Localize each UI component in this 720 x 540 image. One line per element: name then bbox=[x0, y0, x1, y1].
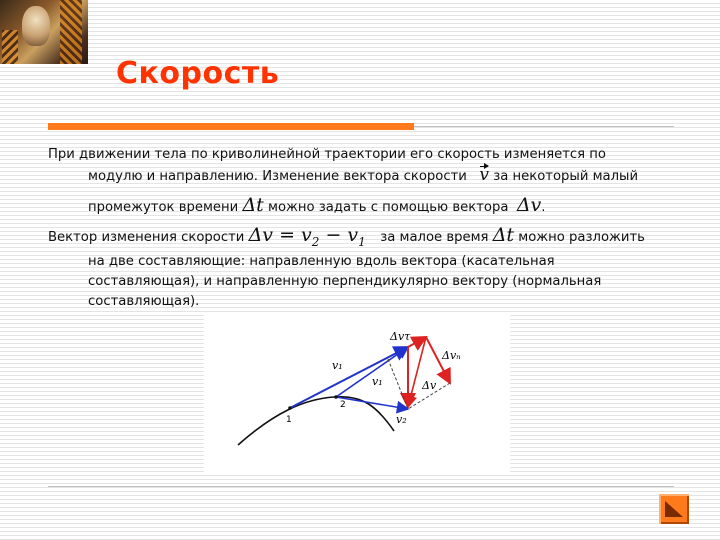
triangle-next-icon bbox=[665, 501, 683, 517]
logo-image bbox=[0, 0, 88, 64]
p1-line-a: При движении тела по криволинейной траектории его скорость изменяется по bbox=[48, 147, 606, 162]
vector-v1-at-point2 bbox=[336, 347, 408, 397]
vector-dvn-b bbox=[408, 337, 426, 407]
next-slide-button[interactable] bbox=[659, 494, 689, 524]
label-dv: Δv bbox=[422, 379, 437, 392]
p2-line-c: составляющая), и направленную перпендикулярно вектору (нормальная bbox=[88, 273, 602, 289]
label-point-2: 2 bbox=[340, 400, 346, 410]
label-dvt: Δvτ bbox=[390, 330, 411, 343]
delta-t-2: Δt bbox=[492, 224, 515, 246]
title-accent-bar bbox=[48, 123, 414, 130]
footer-divider bbox=[48, 486, 674, 487]
velocity-diagram-svg bbox=[204, 313, 510, 475]
p2-line-a: Вектор изменения скорости $\Delta v = v_2 - v_1$ за малое время Δt можно разложить bbox=[48, 224, 645, 249]
p1-line-b: модулю и направлению. Изменение вектора скорости v за некоторый малый bbox=[88, 165, 639, 185]
trajectory-curve bbox=[238, 397, 394, 445]
paragraph-2 bbox=[48, 225, 662, 312]
p2-line-b: на две составляющие: направленную вдоль вектора (касательная bbox=[88, 253, 555, 269]
velocity-diagram bbox=[204, 313, 510, 475]
label-v1b: v₁ bbox=[372, 375, 383, 388]
delta-v: Δv bbox=[516, 194, 542, 216]
vector-v: v bbox=[479, 165, 490, 185]
velocity-change-equation: $\Delta v = v_2 - v_1$ bbox=[248, 224, 366, 249]
label-v2: v₂ bbox=[396, 413, 407, 426]
delta-t: Δt bbox=[242, 194, 264, 216]
p2-line-d: составляющая). bbox=[88, 293, 200, 309]
point-1 bbox=[288, 406, 292, 410]
label-v1: v₁ bbox=[332, 359, 343, 372]
construction-line-2 bbox=[388, 359, 408, 409]
label-dvn: Δvₙ bbox=[442, 349, 461, 362]
slide-title: Скорость bbox=[116, 56, 280, 91]
label-point-1: 1 bbox=[286, 415, 292, 425]
point-2 bbox=[334, 395, 338, 399]
p1-line-c: промежуток времени Δt можно задать с помощью вектора Δv. bbox=[88, 194, 546, 216]
paragraph-1 bbox=[48, 145, 662, 218]
